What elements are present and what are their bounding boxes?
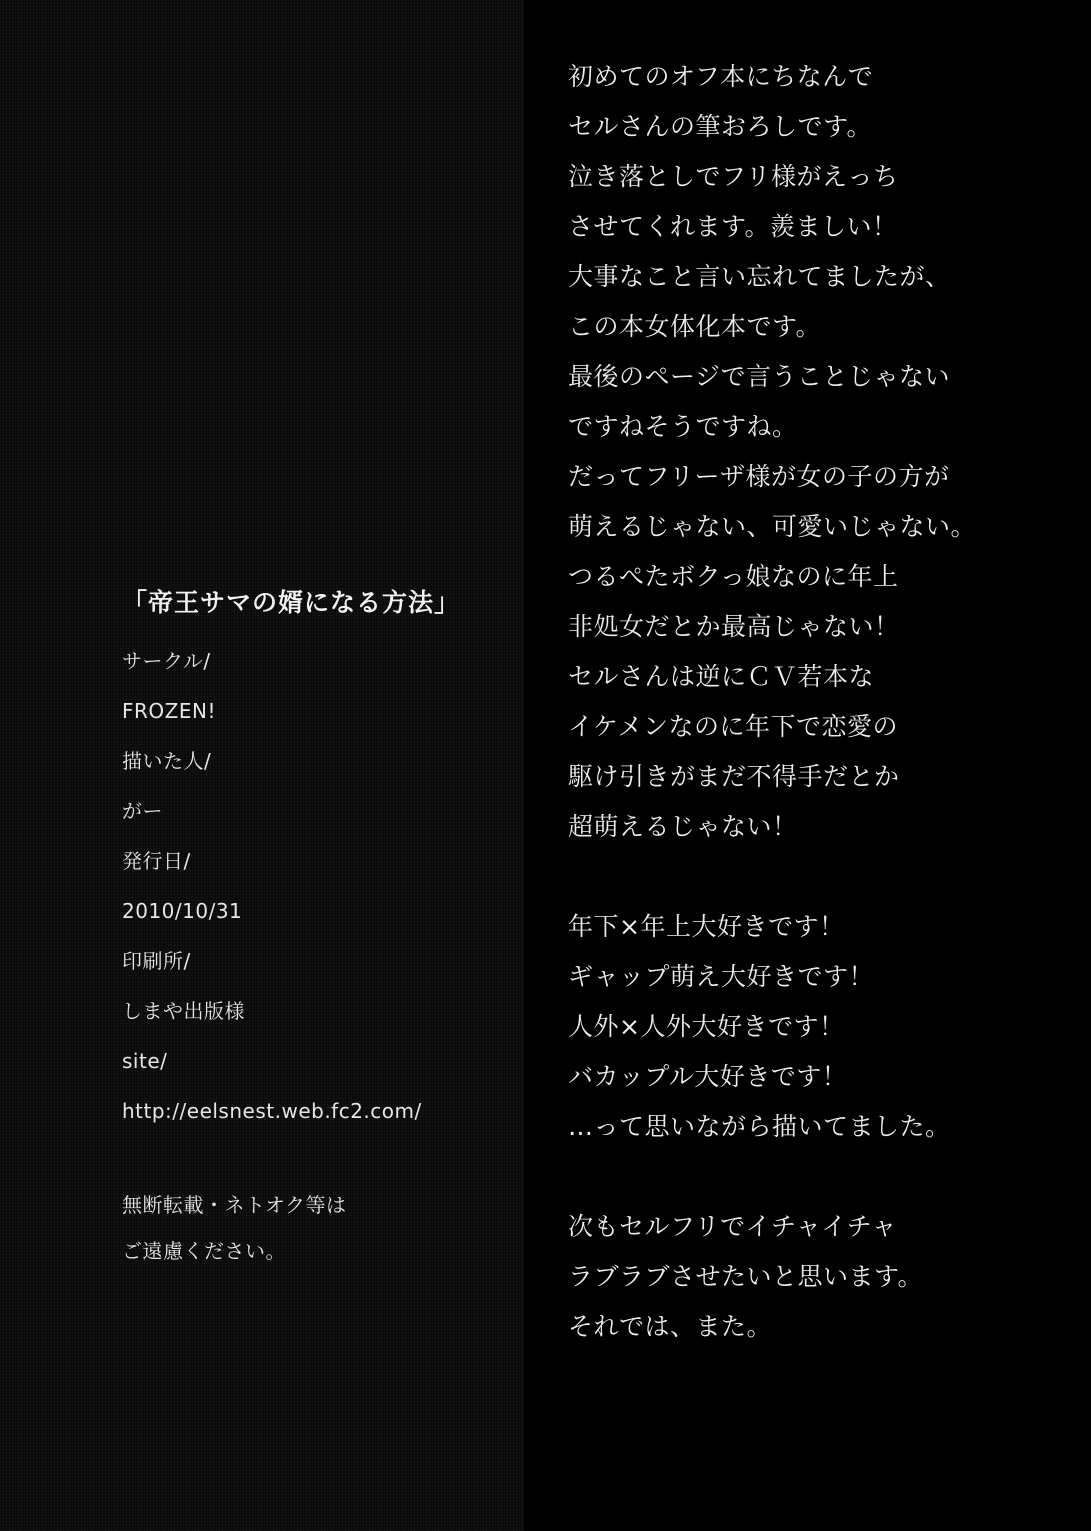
colophon-entry-circle-label: サークル/ xyxy=(122,649,211,673)
afterword-line: 泣き落としでフリ様がえっち xyxy=(568,162,899,191)
afterword-line: 年下×年上大好きです！ xyxy=(568,912,845,941)
afterword-line: バカップル大好きです！ xyxy=(568,1062,848,1091)
afterword-spacer xyxy=(568,1152,1068,1202)
reprint-notice xyxy=(122,1182,512,1274)
afterword-line: させてくれます。羨ましい！ xyxy=(568,212,898,241)
afterword-line: セルさんは逆にＣＶ若本な xyxy=(568,662,875,691)
reprint-notice-line-1: 無断転載・ネトオク等は xyxy=(122,1193,347,1217)
afterword-line: 萌えるじゃない、可愛いじゃない。 xyxy=(568,512,977,541)
work-title: 「帝王サマの婿になる方法」 xyxy=(122,588,461,617)
colophon-panel xyxy=(0,0,524,1531)
afterword-line: 超萌えるじゃない！ xyxy=(568,812,798,841)
afterword-panel xyxy=(524,0,1091,1531)
colophon-entry-artist-label: 描いた人/ xyxy=(122,749,212,773)
colophon-entry-artist-value: がー xyxy=(122,799,163,823)
afterword-line: ですねそうですね。 xyxy=(568,412,798,441)
afterword-line: …って思いながら描いてました。 xyxy=(568,1112,951,1141)
afterword-spacer xyxy=(568,852,1068,902)
afterword-text xyxy=(568,52,1068,1352)
afterword-line: だってフリーザ様が女の子の方が xyxy=(568,462,950,491)
colophon-entry-printer-value: しまや出版様 xyxy=(122,999,245,1023)
colophon-entry-site-label: site/ xyxy=(122,1049,168,1073)
afterword-line: 非処女だとか最高じゃない！ xyxy=(568,612,900,641)
afterword-line: 大事なこと言い忘れてましたが、 xyxy=(568,262,951,291)
afterword-line: 初めてのオフ本にちなんで xyxy=(568,62,874,91)
afterword-line: ギャップ萌え大好きです！ xyxy=(568,962,875,991)
afterword-line: セルさんの筆おろしです。 xyxy=(568,112,873,141)
colophon-entry-site-url: http://eelsnest.web.fc2.com/ xyxy=(122,1099,422,1123)
afterword-line: 最後のページで言うことじゃない xyxy=(568,362,951,391)
reprint-notice-line-2: ご遠慮ください。 xyxy=(122,1239,286,1263)
afterword-line: イケメンなのに年下で恋愛の xyxy=(568,712,899,741)
afterword-line: この本女体化本です。 xyxy=(568,312,822,341)
afterword-line: つるぺたボクっ娘なのに年上 xyxy=(568,562,899,591)
afterword-line: 駆け引きがまだ不得手だとか xyxy=(568,762,900,791)
colophon-entry-circle-value: FROZEN! xyxy=(122,699,216,723)
colophon-block xyxy=(122,588,512,1274)
colophon-entry-date-value: 2010/10/31 xyxy=(122,899,243,923)
afterword-line: それでは、また。 xyxy=(568,1312,773,1341)
colophon-entry-date-label: 発行日/ xyxy=(122,849,191,873)
afterword-line: 人外×人外大好きです！ xyxy=(568,1012,845,1041)
colophon-entry-printer-label: 印刷所/ xyxy=(122,949,191,973)
afterword-line: ラブラブさせたいと思います。 xyxy=(568,1262,924,1291)
afterword-line: 次もセルフリでイチャイチャ xyxy=(568,1212,898,1241)
